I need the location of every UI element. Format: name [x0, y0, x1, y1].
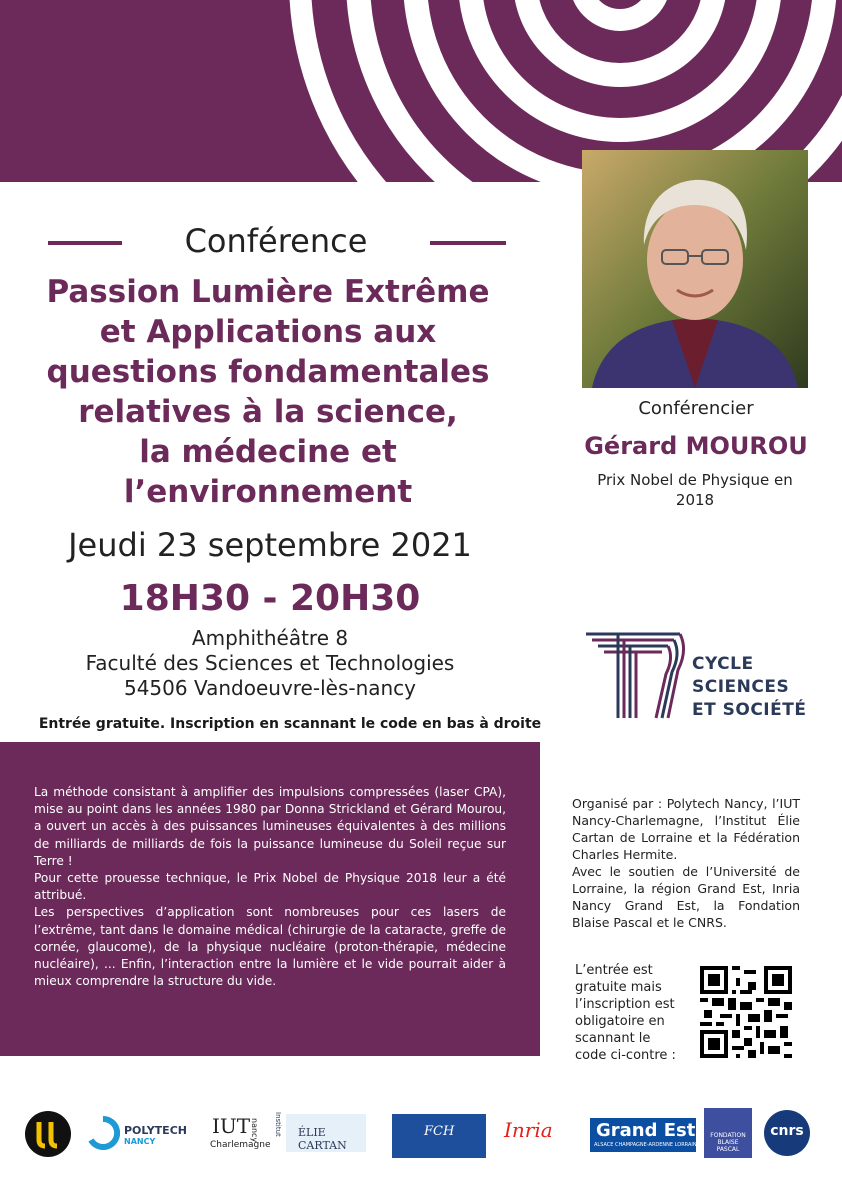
registration-qr-code[interactable]: [700, 966, 792, 1058]
inria-label: Inria: [504, 1118, 553, 1142]
abstract-paragraph: La méthode consistant à amplifier des impulsions compressées (laser CPA), mise au point dans les années 1980 par Donna Strickland et Gérard Mourou, a ouvert un accès à des puissances lumineuses équivalentes à des millions de milliards de milliards de fois la puissance lumineuse du Soleil reçue sur Terre !: [34, 785, 506, 868]
distinction-line: 2018: [675, 491, 715, 509]
registration-line: l’inscription est: [575, 997, 675, 1012]
cnrs-logo: [764, 1110, 810, 1156]
decor-rule-left: [48, 241, 122, 245]
abstract-paragraph: Pour cette prouesse technique, le Prix Nobel de Physique 2018 leur a été attribué.: [34, 871, 506, 903]
grandest-sublabel: ALSACE CHAMPAGNE-ARDENNE LORRAINE: [594, 1142, 700, 1148]
institut-sublabel: ÉLIE CARTAN: [298, 1126, 347, 1152]
registration-line: scannant le: [575, 1031, 651, 1046]
conference-title: [28, 272, 508, 512]
cycle-logo-line: ET SOCIÉTÉ: [692, 700, 807, 720]
polytech-label: POLYTECH: [124, 1124, 187, 1137]
entry-notice: Entrée gratuite. Inscription en scannant le code en bas à droite: [38, 716, 542, 732]
venue-room: Amphithéâtre 8: [191, 626, 349, 650]
event-time: 18H30 - 20H30: [119, 578, 421, 619]
title-line: la médecine et: [139, 434, 397, 470]
fondation-name: BLAISE: [717, 1139, 739, 1146]
cycle-sciences-societe-logo: [582, 630, 692, 722]
organized-by: Organisé par : Polytech Nancy, l’IUT Nancy-Charlemagne, l’Institut Élie Cartan de Lorraine et la Fédération Charles Hermite.: [572, 796, 800, 862]
polytech-sublabel: NANCY: [124, 1137, 156, 1146]
iut-city: nancy: [250, 1118, 259, 1143]
institut-label: Institut: [274, 1112, 282, 1137]
title-line: questions fondamentales: [46, 354, 490, 390]
grandest-label: Grand Est: [596, 1120, 696, 1141]
title-line: relatives à la science,: [78, 394, 458, 430]
abstract-box: [0, 742, 540, 1056]
grand-est-logo: [590, 1118, 700, 1152]
inria-logo: [504, 1118, 584, 1148]
institut-elie-cartan-logo: [274, 1112, 368, 1156]
speaker-photo: [582, 150, 808, 388]
polytech-logo: [86, 1116, 208, 1156]
polytech-icon: [86, 1116, 120, 1150]
fondation-label: FONDATION: [710, 1132, 746, 1139]
registration-line: L’entrée est: [575, 963, 653, 978]
fondation-name: PASCAL: [716, 1146, 740, 1153]
fch-label: FCH: [424, 1124, 455, 1139]
partner-logos: [0, 1100, 842, 1170]
decor-rule-right: [430, 241, 506, 245]
support-text: Avec le soutien de l’Université de Lorraine, la région Grand Est, Inria Nancy Grand Est, la Fondation Blaise Pascal et le CNRS.: [572, 864, 800, 930]
organizers-text: [572, 795, 800, 931]
fondation-blaise-pascal-logo: [704, 1108, 752, 1158]
venue-faculty: Faculté des Sciences et Technologies: [85, 651, 455, 675]
title-line: l’environnement: [123, 474, 413, 510]
registration-text: [575, 962, 685, 1064]
cycle-logo-line: CYCLE: [692, 654, 754, 674]
speaker-name: Gérard MOUROU: [584, 432, 808, 460]
registration-line: obligatoire en: [575, 1014, 665, 1029]
title-line: Passion Lumière Extrême: [46, 274, 490, 310]
speaker-distinction: [580, 470, 810, 510]
conference-label: Conférence: [184, 222, 368, 260]
title-line: et Applications aux: [99, 314, 437, 350]
venue-address: 54506 Vandoeuvre-lès-nancy: [123, 676, 417, 700]
registration-line: code ci-contre :: [575, 1048, 676, 1063]
abstract-text: [34, 784, 506, 990]
iut-charlemagne-logo: [210, 1110, 271, 1160]
event-date: Jeudi 23 septembre 2021: [68, 526, 472, 564]
cnrs-label: cnrs: [770, 1123, 804, 1139]
universite-lorraine-logo: [24, 1110, 72, 1158]
iut-sublabel: Charlemagne: [210, 1140, 271, 1150]
distinction-line: Prix Nobel de Physique en: [597, 471, 793, 489]
iut-label: IUT: [212, 1114, 251, 1138]
abstract-paragraph: Les perspectives d’application sont nombreuses pour ces lasers de l’extrême, tant dans le domaine médical (chirurgie de la cataracte, greffe de cornée, glaucome), de la physique nucléaire (proton-thérapie, médecine nucléaire), ... Enfin, l’interaction entre la lumière et le vide pourrait aider à mieux comprendre la structure du vide.: [34, 905, 506, 989]
registration-line: gratuite mais: [575, 980, 662, 995]
speaker-role: Conférencier: [638, 398, 754, 419]
cycle-logo-line: SCIENCES: [692, 677, 790, 697]
federation-charles-hermite-logo: [392, 1114, 486, 1158]
